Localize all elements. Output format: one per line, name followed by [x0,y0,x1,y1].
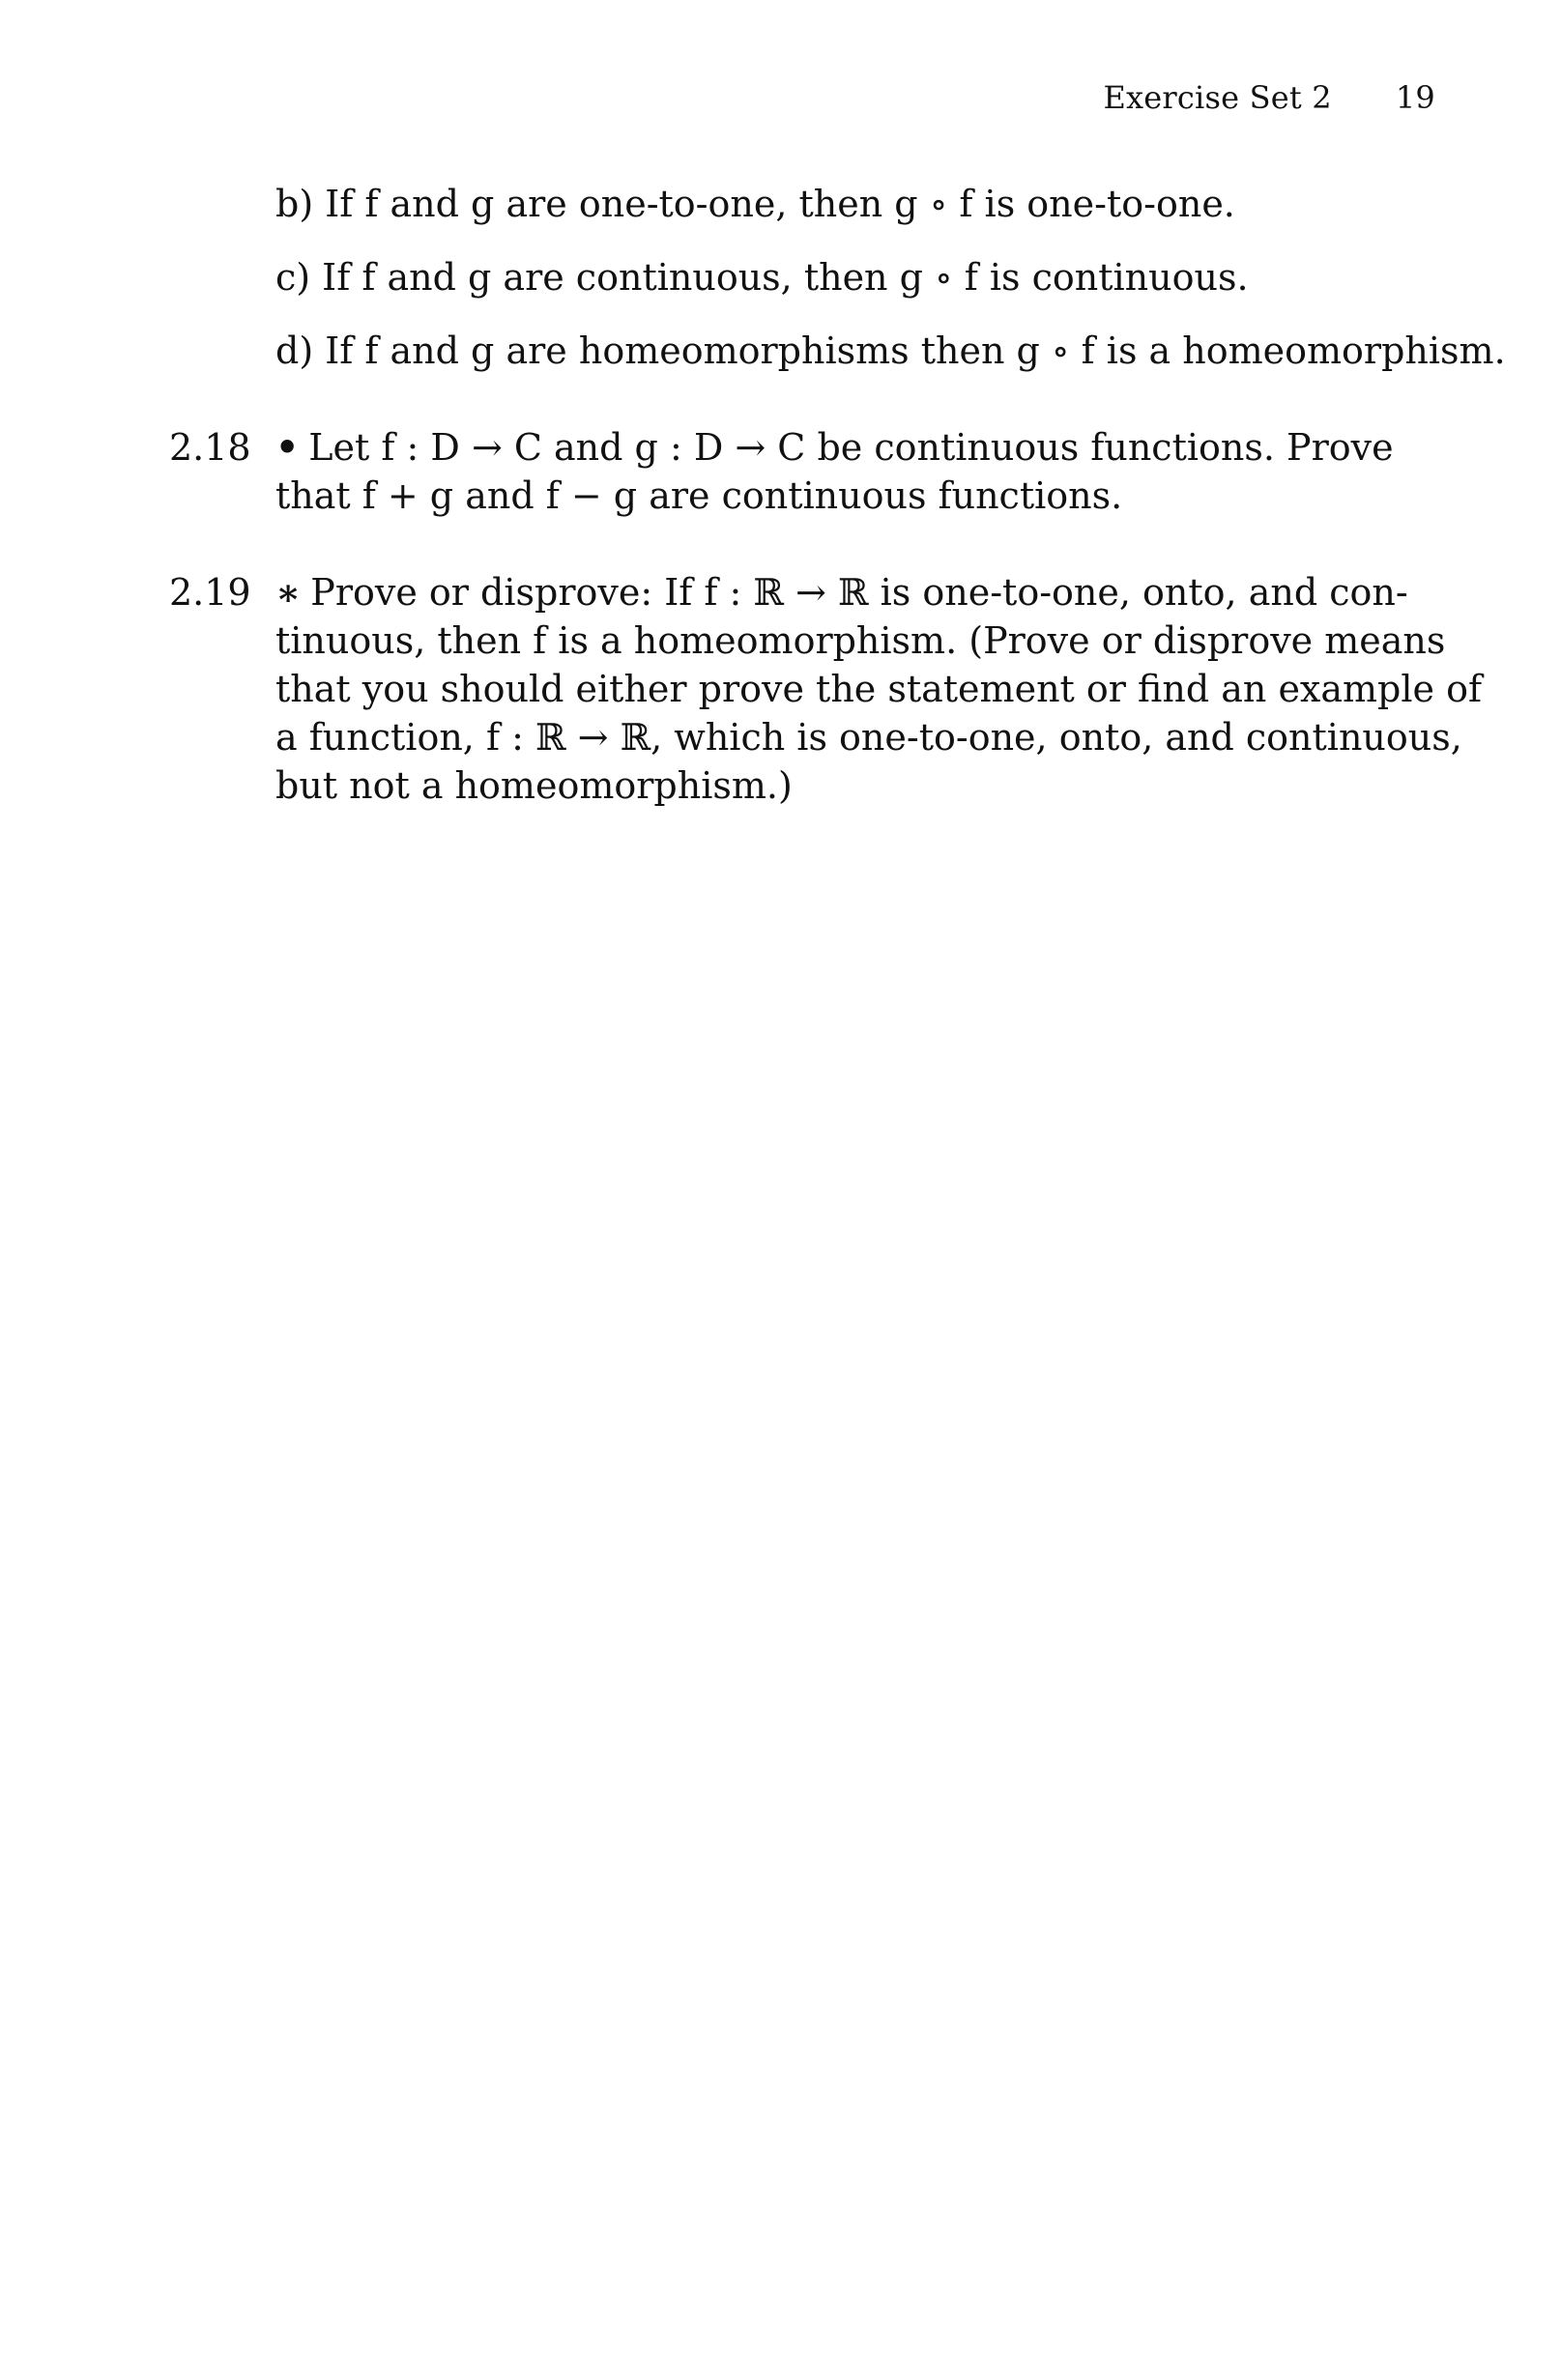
exercise-body [275,423,1440,520]
exercise-line-text: Let f : D → C and g : D → C be continuous functions. Prove [308,426,1394,469]
exercise-number: 2.19 [169,571,251,614]
running-head [1103,79,1435,116]
page-number: 19 [1395,79,1435,116]
exercise-line [275,423,1440,472]
subitem-d: d) If f and g are homeomorphisms then g ∘ f is a homeomorphism. [275,330,1506,372]
subitem-b: b) If f and g are one-to-one, then g ∘ f is one-to-one. [275,183,1235,225]
running-head-title: Exercise Set 2 [1103,79,1332,116]
exercise-line: but not a homeomorphism.) [275,764,793,807]
asterisk-mark: ∗ [275,570,302,614]
exercise-line [275,568,1440,617]
exercise-line: tinuous, then f is a homeomorphism. (Prove or disprove means [275,619,1446,662]
exercise-line: that f + g and f − g are continuous functions. [275,474,1123,517]
subitem-c: c) If f and g are continuous, then g ∘ f is continuous. [275,256,1249,299]
exercise-body [275,568,1483,810]
bullet-mark: • [275,425,300,469]
exercise-line: a function, f : ℝ → ℝ, which is one-to-one, onto, and continuous, [275,716,1462,759]
exercise-line: that you should either prove the statement or find an example of [275,668,1483,710]
exercise-line-text: Prove or disprove: If f : ℝ → ℝ is one-to-one, onto, and con- [310,571,1408,614]
exercise-number: 2.18 [169,426,251,469]
